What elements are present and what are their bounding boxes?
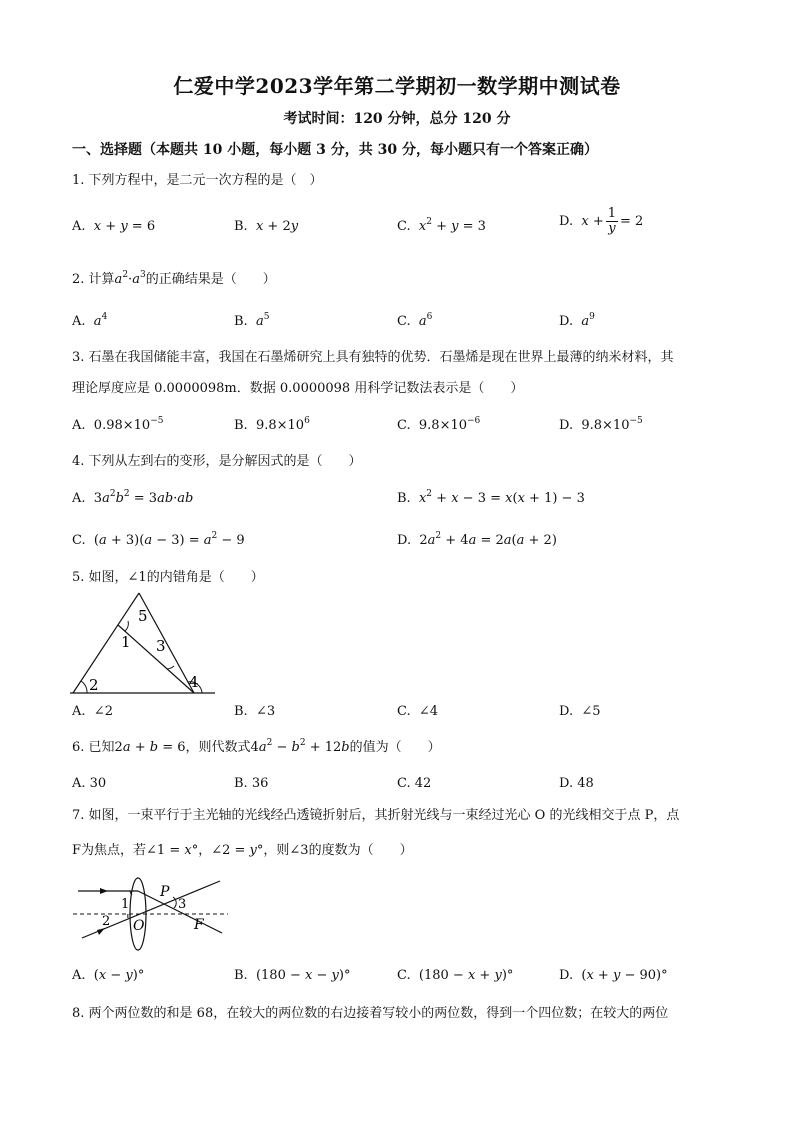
angle-label-2: 2 xyxy=(102,914,111,929)
lens-figure xyxy=(70,872,230,952)
q4-option-a[interactable]: A. $3a^2b^2 = 3ab\cdot ab$ xyxy=(72,489,194,506)
q3-option-a[interactable]: A. $0.98\times 10^{-5}$ xyxy=(72,416,164,433)
q2-option-a[interactable]: A. $a^4$ xyxy=(72,312,108,329)
exam-title: 仁爱中学2023学年第二学期初一数学期中测试卷 xyxy=(173,74,621,98)
q2-option-c[interactable]: C. $a^6$ xyxy=(397,312,433,329)
q5-option-a[interactable]: A. ∠2 xyxy=(72,704,113,719)
point-label-f: F xyxy=(194,917,204,933)
q4-option-b[interactable]: B. $x^2 + x - 3 = x(x + 1) - 3$ xyxy=(397,489,585,506)
point-label-o: O xyxy=(133,918,145,934)
q1-option-b[interactable]: B. x + 2y xyxy=(234,219,299,234)
q5-option-b[interactable]: B. ∠3 xyxy=(234,704,276,719)
q3-option-b[interactable]: B. $9.8\times 10^6$ xyxy=(234,416,310,433)
q7-option-d[interactable]: D. (x + y − 90)° xyxy=(559,968,668,983)
angle-label-4: 4 xyxy=(189,673,199,691)
triangle-figure xyxy=(70,590,220,698)
q7-option-b[interactable]: B. (180 − x − y)° xyxy=(234,968,351,983)
question-5-stem: 5. 如图，∠1的内错角是（ ） xyxy=(72,570,264,585)
q7-option-c[interactable]: C. (180 − x + y)° xyxy=(397,968,514,983)
angle-label-1: 1 xyxy=(121,897,130,912)
question-2-stem: 2. 计算$a^2\cdot a^3$的正确结果是（ ） xyxy=(72,270,276,287)
q5-option-c[interactable]: C. ∠4 xyxy=(397,704,439,719)
angle-label-3: 3 xyxy=(156,637,166,655)
question-6-stem: 6. 已知2a + b = 6，则代数式$4a^2 - b^2 + 12b$的值为（ ） xyxy=(72,738,441,755)
question-3-line1: 3. 石墨在我国储能丰富，我国在石墨烯研究上具有独特的优势．石墨烯是现在世界上最薄的纳米材料，其 xyxy=(72,350,674,365)
point-label-p: P xyxy=(160,884,170,900)
q1-option-d[interactable]: D. x + $\frac{1}{y}$ = 2 xyxy=(559,206,644,236)
q7-option-a[interactable]: A. (x − y)° xyxy=(72,968,145,983)
question-7-line1: 7. 如图，一束平行于主光轴的光线经凸透镜折射后，其折射光线与一束经过光心 O 的光线相交于点 P，点 xyxy=(72,808,680,823)
q2-option-d[interactable]: D. $a^9$ xyxy=(559,312,595,329)
q1-option-c[interactable]: C. $x^2 + y = 3$ xyxy=(397,217,486,234)
q2-option-b[interactable]: B. $a^5$ xyxy=(234,312,270,329)
exam-subtitle: 考试时间：120 分钟，总分 120 分 xyxy=(283,111,511,127)
angle-label-2: 2 xyxy=(89,676,99,694)
angle-label-1: 1 xyxy=(121,633,131,651)
question-3-line2: 理论厚度应是 0.0000098m．数据 0.0000098 用科学记数法表示是（ ） xyxy=(72,381,524,396)
angle-label-5: 5 xyxy=(138,607,148,625)
q6-option-c[interactable]: C. 42 xyxy=(397,776,432,791)
q3-option-c[interactable]: C. $9.8\times 10^{-6}$ xyxy=(397,416,481,433)
question-4-stem: 4. 下列从左到右的变形，是分解因式的是（ ） xyxy=(72,454,362,469)
question-8-line1: 8. 两个两位数的和是 68，在较大的两位数的右边接着写较小的两位数，得到一个四位数；在较大的两位 xyxy=(72,1006,669,1021)
q6-option-b[interactable]: B. 36 xyxy=(234,776,269,791)
q6-option-d[interactable]: D. 48 xyxy=(559,776,594,791)
section-heading: 一、选择题（本题共 10 小题，每小题 3 分，共 30 分，每小题只有一个答案正确） xyxy=(72,142,598,158)
q3-option-d[interactable]: D. $9.8\times 10^{-5}$ xyxy=(559,416,643,433)
q4-option-d[interactable]: D. $2a^2 + 4a = 2a(a + 2)$ xyxy=(397,531,557,548)
angle-label-3: 3 xyxy=(178,897,187,912)
question-7-line2: F为焦点，若∠1 = x°，∠2 = y°，则∠3的度数为（ ） xyxy=(72,843,413,858)
q1-option-a[interactable]: A. x + y = 6 xyxy=(72,219,156,234)
question-1-stem: 1. 下列方程中，是二元一次方程的是（ ） xyxy=(72,173,323,188)
q4-option-c[interactable]: C. $(a + 3)(a - 3) = a^2 - 9$ xyxy=(72,531,245,548)
q5-option-d[interactable]: D. ∠5 xyxy=(559,704,601,719)
q6-option-a[interactable]: A. 30 xyxy=(72,776,107,791)
